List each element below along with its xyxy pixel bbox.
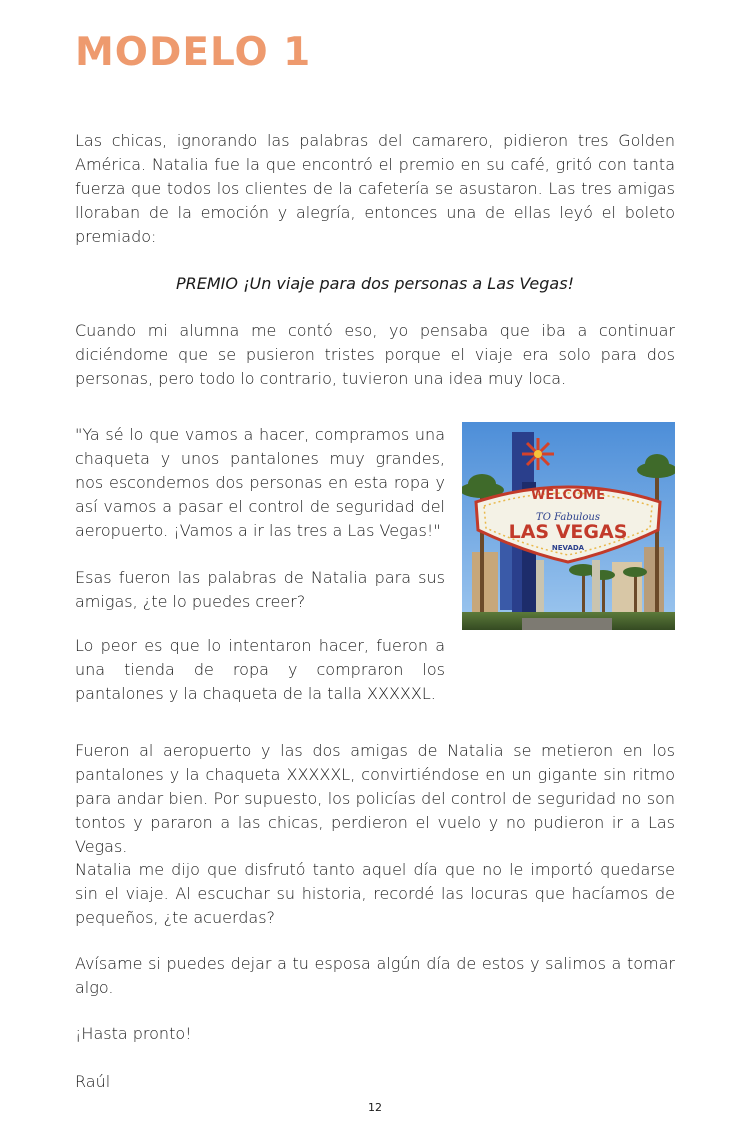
page-title: MODELO 1 bbox=[75, 30, 312, 75]
sign-city-text: LAS VEGAS bbox=[508, 521, 628, 543]
paragraph-alumna: Cuando mi alumna me contó eso, yo pensaba que iba a continuar diciéndome que se pusieron tristes porque el viaje era solo para dos personas, pero todo lo contrario, tuvieron una idea muy loca. bbox=[75, 321, 675, 388]
paragraph-quote: "Ya sé lo que vamos a hacer, compramos una chaqueta y unos pantalones muy grandes, nos escondemos dos personas en esta ropa y así vamos a pasar el control de seguridad del aeropuerto. ¡Vamos a ir las tres a Las Vegas!" bbox=[75, 425, 445, 540]
signature: Raúl bbox=[75, 1072, 111, 1091]
paragraph-invitation: Avísame si puedes dejar a tu esposa algún día de estos y salimos a tomar algo. bbox=[75, 954, 675, 997]
page-number: 12 bbox=[368, 1101, 382, 1114]
paragraph-memories: Natalia me dijo que disfrutó tanto aquel día que no le importó quedarse sin el viaje. Al escuchar su historia, recordé las locuras que hacíamos de pequeños, ¿te acuerdas? bbox=[75, 860, 675, 927]
sign-welcome-text: WELCOME bbox=[531, 488, 605, 503]
paragraph-airport: Fueron al aeropuerto y las dos amigas de Natalia se metieron en los pantalones y la chaqueta XXXXXL, convirtiéndose en un gigante sin ritmo para andar bien. Por supuesto, los policías del control de seguridad no son tontos y pararon a las chicas, perdieron el vuelo y no pudieron ir a Las Vegas. bbox=[75, 741, 675, 856]
paragraph-attempt: Lo peor es que lo intentaron hacer, fueron a una tienda de ropa y compraron los pantalones y la chaqueta de la talla XXXXXL. bbox=[75, 636, 445, 703]
prize-text: PREMIO ¡Un viaje para dos personas a Las Vegas! bbox=[176, 274, 574, 293]
las-vegas-sign-photo bbox=[462, 422, 675, 630]
paragraph-farewell: ¡Hasta pronto! bbox=[75, 1024, 192, 1043]
paragraph-natalia-words: Esas fueron las palabras de Natalia para sus amigas, ¿te lo puedes creer? bbox=[75, 568, 445, 611]
sign-to-fabulous-text: TO Fabulous bbox=[536, 512, 600, 523]
sign-state-text: NEVADA bbox=[551, 544, 585, 552]
paragraph-intro: Las chicas, ignorando las palabras del camarero, pidieron tres Golden América. Natalia fue la que encontró el premio en su café, gritó con tanta fuerza que todos los clientes de la cafetería se asustaron. Las tres amigas lloraban de la emoción y alegría, entonces una de ellas leyó el boleto premiado: bbox=[75, 131, 675, 246]
